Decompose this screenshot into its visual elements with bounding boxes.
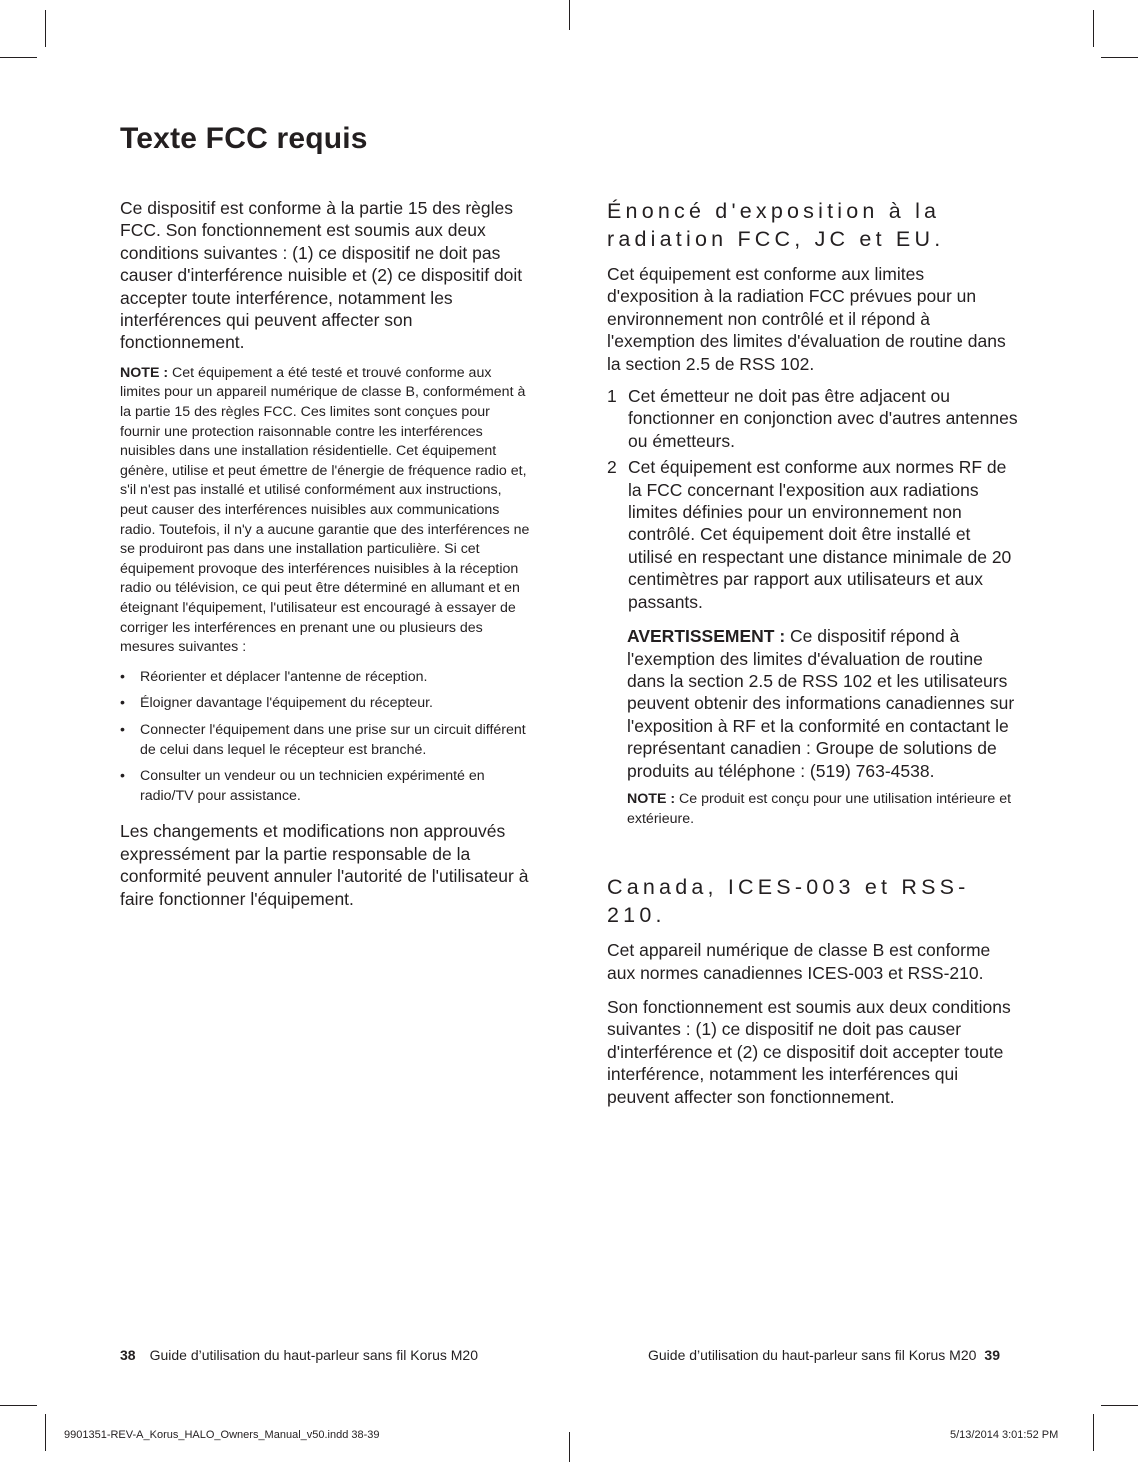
changes-paragraph: Les changements et modifications non approuvés expressément par la partie responsable de la conformité peuvent annuler l'autorité de l'utilisateur à faire fonctionner l'équipement. (120, 821, 529, 909)
warning-paragraph (607, 625, 1019, 782)
item-text: Cet émetteur ne doit pas être adjacent ou fonctionner en conjonction avec d'autres antennes ou émetteurs. (628, 386, 1018, 451)
list-item (607, 385, 1019, 452)
canada-paragraph: Cet appareil numérique de classe B est conforme aux normes canadiennes ICES-003 et RSS-210. (607, 940, 991, 983)
right-column (607, 197, 1019, 1108)
bullet-icon: • (120, 668, 125, 685)
item-number: 2 (607, 457, 617, 478)
conditions-paragraph: Son fonctionnement est soumis aux deux conditions suivantes : (1) ce dispositif ne doit pas causer d'interférence et (2) ce dispositif doit accepter toute interférence, notamment les interférences qui peuvent affecter son fonctionnement. (607, 996, 1011, 1107)
crop-mark (1101, 1405, 1138, 1406)
footer-title: Guide d’utilisation du haut-parleur sans fil Korus M20 (648, 1347, 977, 1363)
list-item: • Réorienter et déplacer l'antenne de réception. (120, 668, 532, 688)
exposure-heading: Énoncé d'exposition à la radiation FCC, JC et EU. (607, 199, 945, 251)
crop-mark (1093, 10, 1094, 47)
crop-mark (569, 1432, 570, 1462)
item-text: Cet équipement est conforme aux normes RF de la FCC concernant l'exposition aux radiations limites définies pour un environnement non contrôlé. Cet équipement doit être installé et utilisé en respectant une distance minimale de 20 centimètres par rapport aux utilisateurs et aux passants. (628, 457, 1012, 612)
crop-mark (1101, 57, 1138, 58)
crop-mark (45, 1414, 46, 1451)
crop-mark (0, 1405, 37, 1406)
note-label: NOTE : (120, 364, 169, 381)
fcc-note (120, 364, 532, 658)
exposure-paragraph: Cet équipement est conforme aux limites d'exposition à la radiation FCC prévues pour un environnement non contrôlé et il répond à l'exemption des limites d'évaluation de routine dans la section 2.5 de RSS 102. (607, 264, 1006, 374)
list-item: • Connecter l'équipement dans une prise sur un circuit différent de celui dans lequel le récepteur est branché. (120, 721, 526, 758)
crop-mark (45, 10, 46, 47)
footer-left (120, 1346, 478, 1364)
note-text: Ce produit est conçu pour une utilisation intérieure et extérieure. (627, 790, 1012, 827)
footer-right (648, 1346, 1000, 1364)
footer-title: Guide d’utilisation du haut-parleur sans fil Korus M20 (149, 1347, 478, 1363)
slug-date: 5/13/2014 3:01:52 PM (950, 1429, 1059, 1441)
list-item (607, 456, 1019, 613)
crop-mark (1093, 1414, 1094, 1451)
crop-mark (569, 0, 570, 30)
bullet-icon: • (120, 768, 125, 785)
list-item: • Consulter un vendeur ou un technicien expérimenté en radio/TV pour assistance. (120, 768, 485, 804)
crop-mark (0, 57, 37, 58)
bullet-icon: • (120, 695, 125, 712)
list-item: • Éloigner davantage l'équipement du récepteur. (120, 694, 532, 714)
intro-paragraph: Ce dispositif est conforme à la partie 15 des règles FCC. Son fonctionnement est soumis aux deux conditions suivantes : (1) ce dispositif ne doit pas causer d'interférence nuisible et (2) ce dispositif doit accepter toute interférence, notamment les interférences qui peuvent affecter son fonctionnement. (120, 198, 523, 353)
note-label: NOTE : (627, 790, 676, 807)
page-number: 39 (984, 1347, 1000, 1363)
warning-text: Ce dispositif répond à l'exemption des limites d'évaluation de routine dans la section 2.5 de RSS 102 et les utilisateurs peuvent obtenir des informations canadiennes sur l'exposition à RF et la conformité en contactant le représentant canadien : Groupe de solutions de produits au téléphone : (519) 763-4538. (627, 626, 1015, 781)
item-number: 1 (607, 386, 617, 407)
page-number: 38 (120, 1347, 136, 1363)
page-title: Texte FCC requis (120, 122, 368, 155)
warning-label: AVERTISSEMENT : (627, 626, 786, 647)
measures-list (120, 668, 532, 807)
bullet-icon: • (120, 721, 125, 738)
usage-note (607, 790, 1019, 829)
requirements-list (607, 385, 1019, 613)
canada-heading: Canada, ICES-003 et RSS-210. (607, 875, 970, 928)
note-text: Cet équipement a été testé et trouvé conforme aux limites pour un appareil numérique de classe B, conformément à la partie 15 des règles FCC. Ces limites sont conçues pour fournir une protection raisonnable contre les interférences nuisibles dans une installation résidentielle. Cet équipement génère, utilise et peut émettre de l'énergie de fréquence radio et, s'il n'est pas installé et utilisé conformément aux instructions, peut causer des interférences nuisibles aux communications radio. Toutefois, il n'y a aucune garantie que des interférences ne se produiront pas dans une installation particulière. Si cet équipement provoque des interférences nuisibles à la réception radio ou télévision, ce qui peut être déterminé en allumant et en éteignant l'équipement, l'utilisateur est encouragé à essayer de corriger les interférences en prenant une ou plusieurs des mesures suivantes : (120, 364, 530, 656)
left-column (120, 197, 532, 910)
slug-filename: 9901351-REV-A_Korus_HALO_Owners_Manual_v50.indd 38-39 (64, 1429, 380, 1441)
